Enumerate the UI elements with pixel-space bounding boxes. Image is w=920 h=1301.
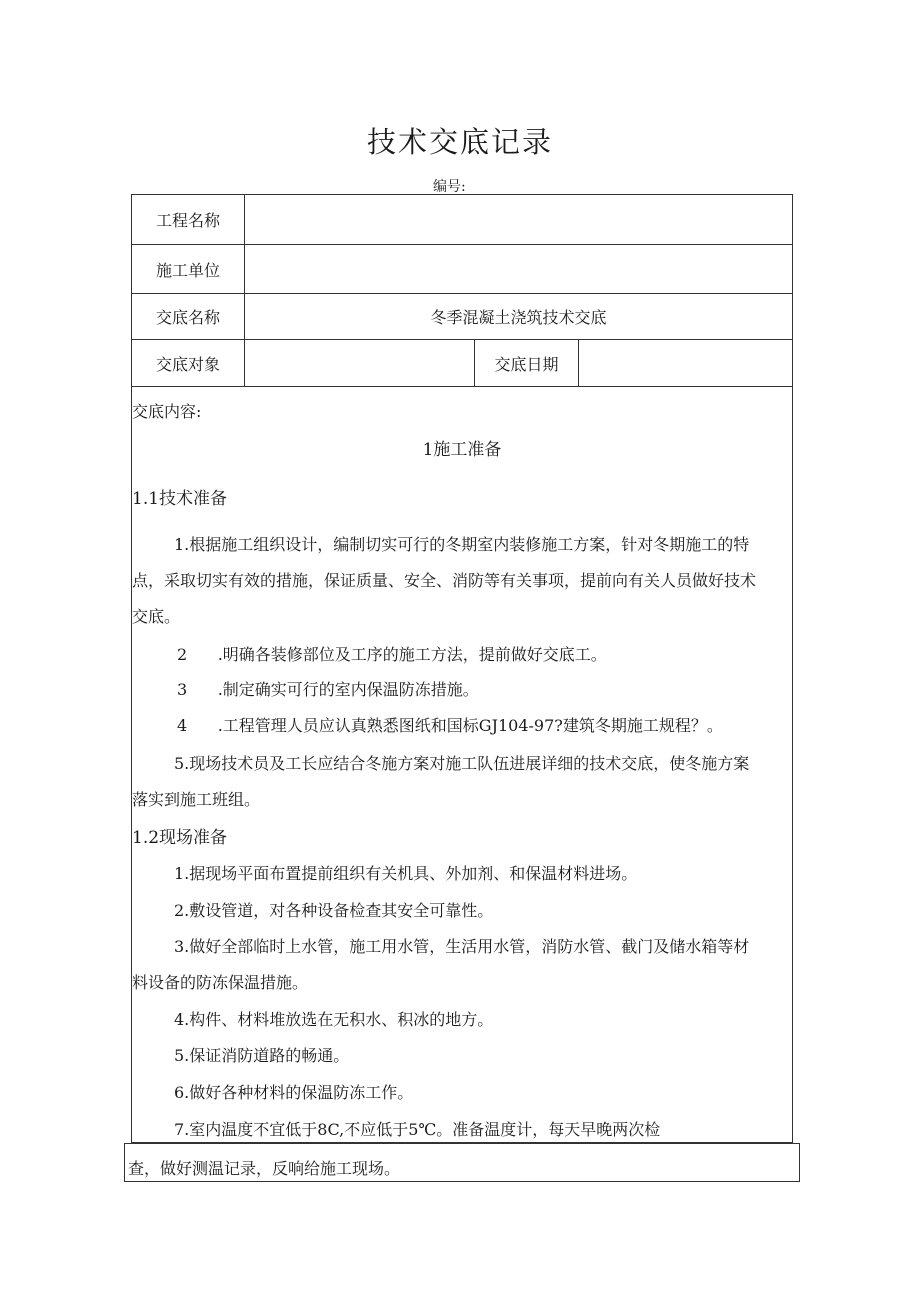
paragraph-line: 6.做好各种材料的保温防冻工作。 <box>174 1083 414 1102</box>
target-field[interactable] <box>244 340 474 386</box>
paragraph-line: 4 .工程管理人员应认真熟悉图纸和国标GJ104-97?建筑冬期施工规程？。 <box>177 716 723 735</box>
disclosure-record-table <box>131 194 793 1143</box>
contractor-label: 施工单位 <box>155 260 220 280</box>
project-name-label: 工程名称 <box>155 211 220 230</box>
row-contractor <box>132 245 792 294</box>
paragraph-line: 料设备的防冻保温措施。 <box>132 973 309 992</box>
paragraph-line: 1.据现场平面布置提前组织有关机具、外加剂、和保温材料进场。 <box>174 864 638 883</box>
row-target-date <box>132 340 792 387</box>
paragraph-line: 3 .制定确实可行的室内保温防冻措施。 <box>177 680 479 699</box>
content-label: 交底内容: <box>132 402 202 421</box>
disclosure-name-field[interactable]: 冬季混凝土浇筑技术交底 <box>244 294 792 339</box>
date-label: 交底日期 <box>474 340 578 386</box>
row-project-name <box>132 195 792 245</box>
paragraph-line: 落实到施工班组。 <box>132 790 261 809</box>
paragraph-line: 4.构件、材料堆放选在无积水、积冰的地方。 <box>174 1010 494 1029</box>
row-disclosure-name <box>132 294 792 340</box>
paragraph-line: 5.保证消防道路的畅通。 <box>174 1046 350 1065</box>
paragraph-line: 5.现场技术员及工长应结合冬施方案对施工队伍进展详细的技术交底，使冬施方案 <box>174 754 750 773</box>
serial-number-label: 编号: <box>433 179 466 195</box>
paragraph-line: 7.室内温度不宜低于8C,不应低于5℃。准备温度计，每天早晚两次检 <box>174 1120 661 1139</box>
subsection-heading-site: 1.2现场准备 <box>132 828 228 848</box>
paragraph-line: 2 .明确各装修部位及工序的施工方法，提前做好交底工。 <box>177 645 607 664</box>
disclosure-name-label: 交底名称 <box>155 308 220 327</box>
continuation-line: 查，做好测温记录，反响给施工现场。 <box>128 1159 401 1178</box>
continuation-box <box>124 1143 800 1182</box>
subsection-heading-tech: 1.1技术准备 <box>132 489 228 509</box>
paragraph-line: 2.敷设管道，对各种设备检查其安全可靠性。 <box>174 901 494 920</box>
section-heading: 1施工准备 <box>422 440 502 460</box>
contractor-field[interactable] <box>244 245 792 293</box>
date-field[interactable] <box>578 340 792 386</box>
document-title: 技术交底记录 <box>366 125 553 159</box>
paragraph-line: 1.根据施工组织设计，编制切实可行的冬期室内装修施工方案，针对冬期施工的特 <box>174 535 750 554</box>
project-name-field[interactable] <box>244 195 792 244</box>
paragraph-line: 点，采取切实有效的措施，保证质量、安全、消防等有关事项，提前向有关人员做好技术 <box>132 571 757 590</box>
paragraph-line: 3.做好全部临时上水管，施工用水管，生活用水管，消防水管、截门及储水箱等材 <box>174 937 750 956</box>
target-label: 交底对象 <box>155 354 220 374</box>
paragraph-line: 交底。 <box>132 607 181 626</box>
